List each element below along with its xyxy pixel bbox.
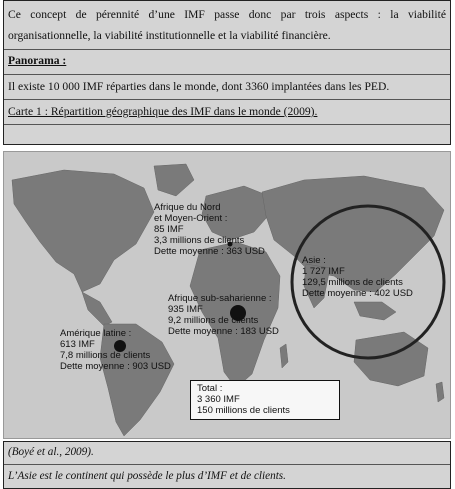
panorama-heading: Panorama : (8, 54, 67, 67)
north-america-shape (12, 170, 154, 292)
region-label-latam (60, 328, 171, 372)
region-imf-count: 935 IMF (168, 304, 203, 315)
madagascar-shape (280, 344, 288, 368)
divider (4, 49, 450, 50)
new-zealand-shape (436, 382, 444, 402)
divider (4, 74, 450, 75)
source-citation: (Boyé et al., 2009). (8, 446, 94, 458)
region-name: Amérique latine : (60, 328, 132, 339)
total-clients: 150 millions de clients (197, 405, 290, 416)
region-clients: 7,8 millions de clients (60, 350, 151, 361)
region-imf-count: 1 727 IMF (302, 266, 345, 277)
divider (4, 99, 450, 100)
total-label: Total : (197, 383, 223, 394)
region-imf-count: 85 IMF (154, 224, 184, 235)
region-label-asia (302, 255, 413, 299)
intro-paragraph: Ce concept de pérennité d’une IMF passe donc par trois aspects : la viabilité organisationnelle, la viabilité institutionnelle et la viabilité financière. (8, 8, 446, 42)
region-debt: Dette moyenne : 402 USD (302, 288, 413, 299)
conclusion-text: L’Asie est le continent qui possède le plus d’IMF et de clients. (8, 470, 286, 482)
region-clients: 3,3 millions de clients (154, 235, 245, 246)
map-caption: Carte 1 : Répartition géographique des IMF dans le monde (2009). (8, 105, 318, 118)
region-name: Afrique sub-saharienne : (168, 293, 272, 304)
region-debt: Dette moyenne : 363 USD (154, 246, 265, 257)
region-imf-count: 613 IMF (60, 339, 95, 350)
panorama-text: Il existe 10 000 IMF réparties dans le monde, dont 3360 implantées dans les PED. (8, 80, 390, 93)
divider (4, 464, 450, 465)
region-name: Afrique du Nord (154, 202, 221, 213)
region-clients: 9,2 millions de clients (168, 315, 259, 326)
world-map-image (3, 151, 451, 439)
region-name: Asie : (302, 255, 326, 266)
region-clients: 129,5 millions de clients (302, 277, 403, 288)
indonesia-shape (354, 302, 396, 320)
text-box-top (3, 0, 451, 145)
region-label-africa-sub (168, 293, 279, 337)
region-label-africa-north (154, 202, 265, 257)
central-america-shape (82, 292, 112, 326)
total-imf-count: 3 360 IMF (197, 394, 240, 405)
total-box (190, 380, 340, 420)
region-name-continued: et Moyen-Orient : (154, 213, 228, 224)
greenland-shape (154, 164, 194, 196)
text-box-bottom (3, 441, 451, 489)
region-debt: Dette moyenne : 183 USD (168, 326, 279, 337)
divider (4, 124, 450, 125)
region-debt: Dette moyenne : 903 USD (60, 361, 171, 372)
